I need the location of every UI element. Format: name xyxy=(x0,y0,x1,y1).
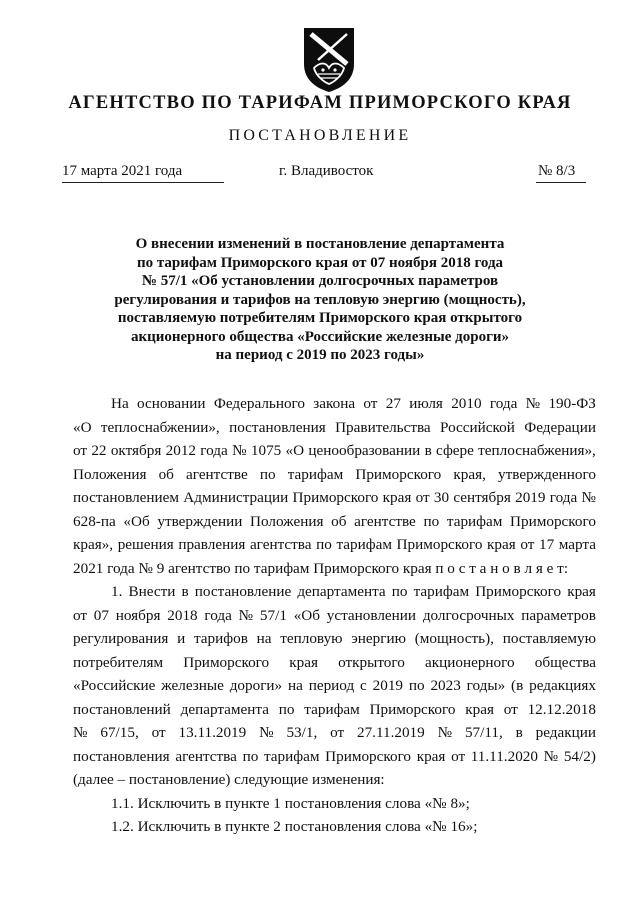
text-line: регулирования и тарифов на тепловую энергию (мощность), поставляемую xyxy=(73,630,596,647)
list-item: 1.1. Исключить в пункте 1 постановления слова «№ 8»; xyxy=(111,794,470,812)
title-line: О внесении изменений в постановление департамента xyxy=(135,236,505,252)
text-line: 628-па «Об утверждении Положения об агентстве по тарифам Приморского xyxy=(73,512,596,530)
text-line: от 22 октября 2012 года № 1075 «О ценообразовании в сфере теплоснабжения», xyxy=(73,442,596,459)
text-line: постановлений департамента по тарифам Приморского края от 12.12.2018 xyxy=(73,700,596,718)
text-line: постановлением Администрации Приморского края от 30 сентября 2019 года № xyxy=(73,489,596,506)
text-line: На основании Федерального закона от 27 июля 2010 года № 190-ФЗ xyxy=(111,395,596,412)
document-title xyxy=(100,235,540,365)
title-line: № 57/1 «Об установлении долгосрочных параметров xyxy=(141,273,499,289)
document-number: № 8/3 xyxy=(538,163,576,179)
text-line: 1. Внести в постановление департамента по тарифам Приморского края xyxy=(111,583,596,600)
text-line: «О теплоснабжении», постановления Правительства Российской Федерации xyxy=(73,418,596,436)
document-city: г. Владивосток xyxy=(279,163,374,179)
agency-name: АГЕНТСТВО ПО ТАРИФАМ ПРИМОРСКОГО КРАЯ xyxy=(68,93,572,113)
text-line: края», решения правления агентства по тарифам Приморского края от 17 марта xyxy=(73,536,596,553)
date-underline xyxy=(62,182,224,183)
number-underline xyxy=(536,182,586,183)
text-line: № 67/15, от 13.11.2019 № 53/1, от 27.11.2019 № 57/11, в редакции xyxy=(73,724,596,741)
text-line: 2021 года № 9 агентство по тарифам Приморского края п о с т а н о в л я е т: xyxy=(73,559,569,577)
paragraph-basis xyxy=(73,392,596,839)
text-line: постановления агентства по тарифам Приморского края от 11.11.2020 № 54/2) xyxy=(73,747,596,765)
text-line: «Российские железные дороги» на период с 2019 по 2023 годы» (в редакциях xyxy=(73,677,596,694)
text-line: (далее – постановление) следующие изменения: xyxy=(73,771,385,788)
title-line: регулирования и тарифов на тепловую энергию (мощность), xyxy=(114,291,526,308)
title-line: по тарифам Приморского края от 07 ноября 2018 года xyxy=(136,254,504,271)
title-line: акционерного общества «Российские железные дороги» xyxy=(130,328,510,345)
text-line: Положения об агентстве по тарифам Приморского края, утвержденного xyxy=(73,465,596,483)
title-line: на период с 2019 по 2023 годы» xyxy=(215,347,425,363)
document-date: 17 марта 2021 года xyxy=(62,163,183,179)
title-line: поставляемую потребителям Приморского края открытого xyxy=(117,310,523,326)
text-line: от 07 ноября 2018 года № 57/1 «Об установлении долгосрочных параметров xyxy=(73,606,596,624)
coat-of-arms-icon xyxy=(298,24,360,94)
text-line: потребителям Приморского края открытого акционерного общества xyxy=(73,653,596,671)
document-type: ПОСТАНОВЛЕНИЕ xyxy=(228,127,412,144)
list-item: 1.2. Исключить в пункте 2 постановления слова «№ 16»; xyxy=(111,818,478,835)
